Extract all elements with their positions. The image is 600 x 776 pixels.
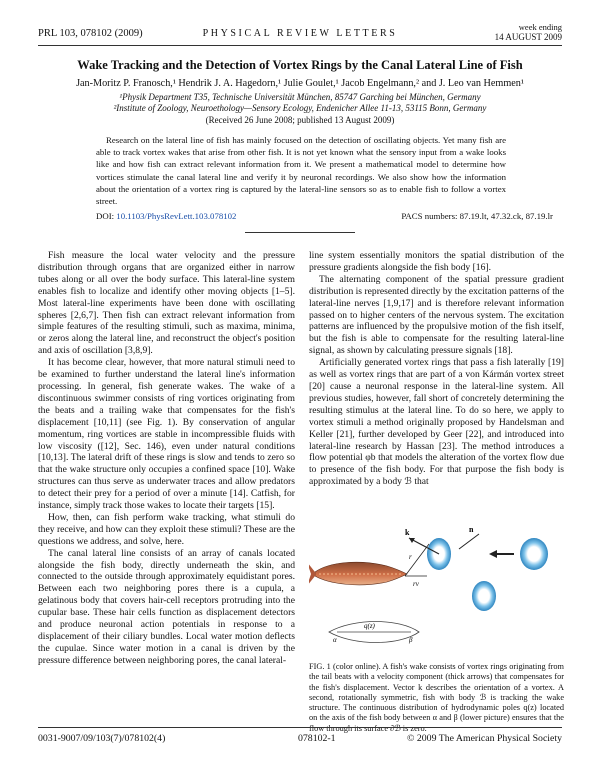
left-column bbox=[38, 250, 295, 667]
page-footer bbox=[38, 733, 562, 747]
paragraph: It has become clear, however, that more natural stimuli need to be examined to further understand the lateral line's information processing. In general, fish generate wakes. The wake of a discontinuous swimmer consists of ring vortices originating from the beats and a trailing wake that compensates for the fish's displacement [10,11] (see Fig. 1). By conservation of angular momentum, ring vortices are stable in incompressible fluids with low viscosity ([12], Sec. 146), even under natural conditions [10,13]. The lateral drift of these rings is slow and tends to zero so that the wake structure only occupies a confined space [10]. Wake structures can thus serve as underwater traces and allow predators to detect their prey for a period of over a minute [14]. Catfish, for instance, simply track those wakes to locate their targets [15]. bbox=[38, 357, 295, 512]
label-k: k bbox=[405, 528, 410, 537]
journal-citation: PRL 103, 078102 (2009) bbox=[38, 28, 143, 39]
footer-rule bbox=[38, 727, 562, 728]
right-column bbox=[309, 250, 564, 488]
n-vector bbox=[459, 534, 479, 549]
tracking-fish-tail bbox=[309, 562, 315, 586]
label-n: n bbox=[469, 525, 474, 534]
label-r: r bbox=[409, 553, 412, 561]
paragraph: The alternating component of the spatial pressure gradient distribution is represented directly by the excitation patterns of the lateral-line nerves [1,9,17] and is therefore relevant information passed on to higher centers of the nervous system. The excitation patterns are influenced by the propulsive motion of the fish itself, but the fish is able to compensate for the resulting lateral-line signal, as shown by calculating pressure signals [18]. bbox=[309, 273, 564, 357]
doi-link[interactable]: 10.1103/PhysRevLett.103.078102 bbox=[116, 211, 237, 221]
label-rv: rv bbox=[413, 580, 419, 588]
paragraph: line system essentially monitors the spatial distribution of the pressure gradients alongside the fish body [16]. bbox=[309, 250, 564, 273]
issue-date-value: 14 AUGUST 2009 bbox=[494, 32, 562, 42]
journal-name: PHYSICAL REVIEW LETTERS bbox=[202, 28, 398, 39]
issue-date-label: week ending bbox=[518, 22, 562, 32]
pacs-numbers: PACS numbers: 87.19.lt, 47.32.ck, 87.19.lr bbox=[401, 211, 553, 221]
figure-1-graphic bbox=[309, 514, 564, 652]
doi-line bbox=[96, 211, 236, 221]
abstract: Research on the lateral line of fish has mainly focused on the detection of oscillating objects. Yet many fish are able to track vortex wakes that arise from other fish. It is not yet known what the sensory input from a wake looks like and how fish can extract relevant information from it. We present a mathematical model to determine how vortices stimulate the canal lateral line and verify it by neuronal recordings. We also show how the information about the orientation of a vortex ring is captured by the lateral-line sensors so as to enable fish to follow a vortex street. bbox=[96, 135, 506, 207]
figure-1-caption: FIG. 1 (color online). A fish's wake consists of vortex rings originating from the tail beats with a velocity component (thick arrows) that compensates for the fish's displacement. Vector k describes the orientation of a vortex. A second, rotationally symmetric, fish with body ℬ is tracking the wake structure. The continuous distribution of hydrodynamic poles q(z) located on the axis of the fish body between α and β (lower picture) ensures that the flow through its surface ∂ℬ is zero. bbox=[309, 662, 564, 733]
affiliation-2: ²Institute of Zoology, Neuroethology—Sensory Ecology, Endenicher Allee 11-13, 53115 Bonn, Germany bbox=[113, 103, 487, 113]
figure-1 bbox=[309, 514, 564, 652]
paragraph: Artificially generated vortex rings that pass a fish laterally [19] as well as vortex rings that are part of a von Kármán vortex street [20] cause a neuronal response in the lateral-line system. All previous studies, however, fall short of concretely determining the resulting stimulus at the lateral line. To do so here, we apply to vortex stimuli a method originally proposed by Handelsman and Keller [21], further developed by Geer [22], and introduced into lateral-line research by Hassan [23]. The method introduces a flow potential φb that models the alteration of the vortex flow due to presence of the fish body. For that purpose the fish body is approximated by a body ℬ that bbox=[309, 357, 564, 488]
page-number: 078102-1 bbox=[298, 733, 336, 744]
received-date: (Received 26 June 2008; published 13 August 2009) bbox=[205, 115, 395, 125]
paragraph: The canal lateral line consists of an array of canals located alongside the fish body, directly underneath the skin, and connected to the outside through approximately equidistant pores. Between each two neighboring pores there is a cupula, a gelatinous body that covers hair-cell receptors protruding into the cupular base. These hair cells function as displacement detectors and produce neuronal action potentials in response to a displacement of their ciliary bundles. Local water motion deflects the cupulae. Since water motion in a canal is driven by the pressure difference between neighboring pores, the canal lateral- bbox=[38, 547, 295, 666]
tracking-fish-body bbox=[315, 562, 407, 585]
header-rule bbox=[38, 45, 562, 46]
affiliation-1: ¹Physik Department T35, Technische Universität München, 85747 Garching bei München, Germany bbox=[119, 92, 481, 102]
copyright: © 2009 The American Physical Society bbox=[406, 733, 562, 744]
running-header bbox=[38, 22, 562, 44]
label-alpha: α bbox=[333, 636, 337, 644]
label-beta: β bbox=[409, 636, 413, 644]
wake-arrowhead bbox=[489, 550, 497, 558]
paper-title: Wake Tracking and the Detection of Vortex Rings by the Canal Lateral Line of Fish bbox=[77, 58, 523, 72]
issue-date bbox=[495, 22, 562, 42]
footer-issn: 0031-9007/09/103(7)/078102(4) bbox=[38, 733, 166, 744]
paragraph: How, then, can fish perform wake tracking, what stimuli do they receive, and how can they exploit these stimuli? These are the questions we address, and solve, here. bbox=[38, 511, 295, 547]
paragraph: Fish measure the local water velocity and the pressure distribution through organs that are organized either in narrow tubes along or all over the body surface. This lateral-line system enables fish to localize and identify other moving objects [1–5]. Most lateral-line experiments have been done with oscillating spheres [2,6,7]. Then fish can extract relevant information from simple features of the resulting stimuli, such as maxima, minima, or zeros along the lateral line, and reconstruct the object's position and axis of oscillation [3,8,9]. bbox=[38, 250, 295, 357]
doi-label: DOI: bbox=[96, 211, 115, 221]
section-rule bbox=[245, 232, 355, 233]
label-q: q(z) bbox=[364, 622, 375, 630]
author-list: Jan-Moritz P. Franosch,¹ Hendrik J. A. Hagedorn,¹ Julie Goulet,¹ Jacob Engelmann,² and J. Leo van Hemmen¹ bbox=[76, 78, 524, 89]
vortex-ring-2 bbox=[520, 538, 548, 570]
vortex-ring-3 bbox=[472, 581, 496, 611]
